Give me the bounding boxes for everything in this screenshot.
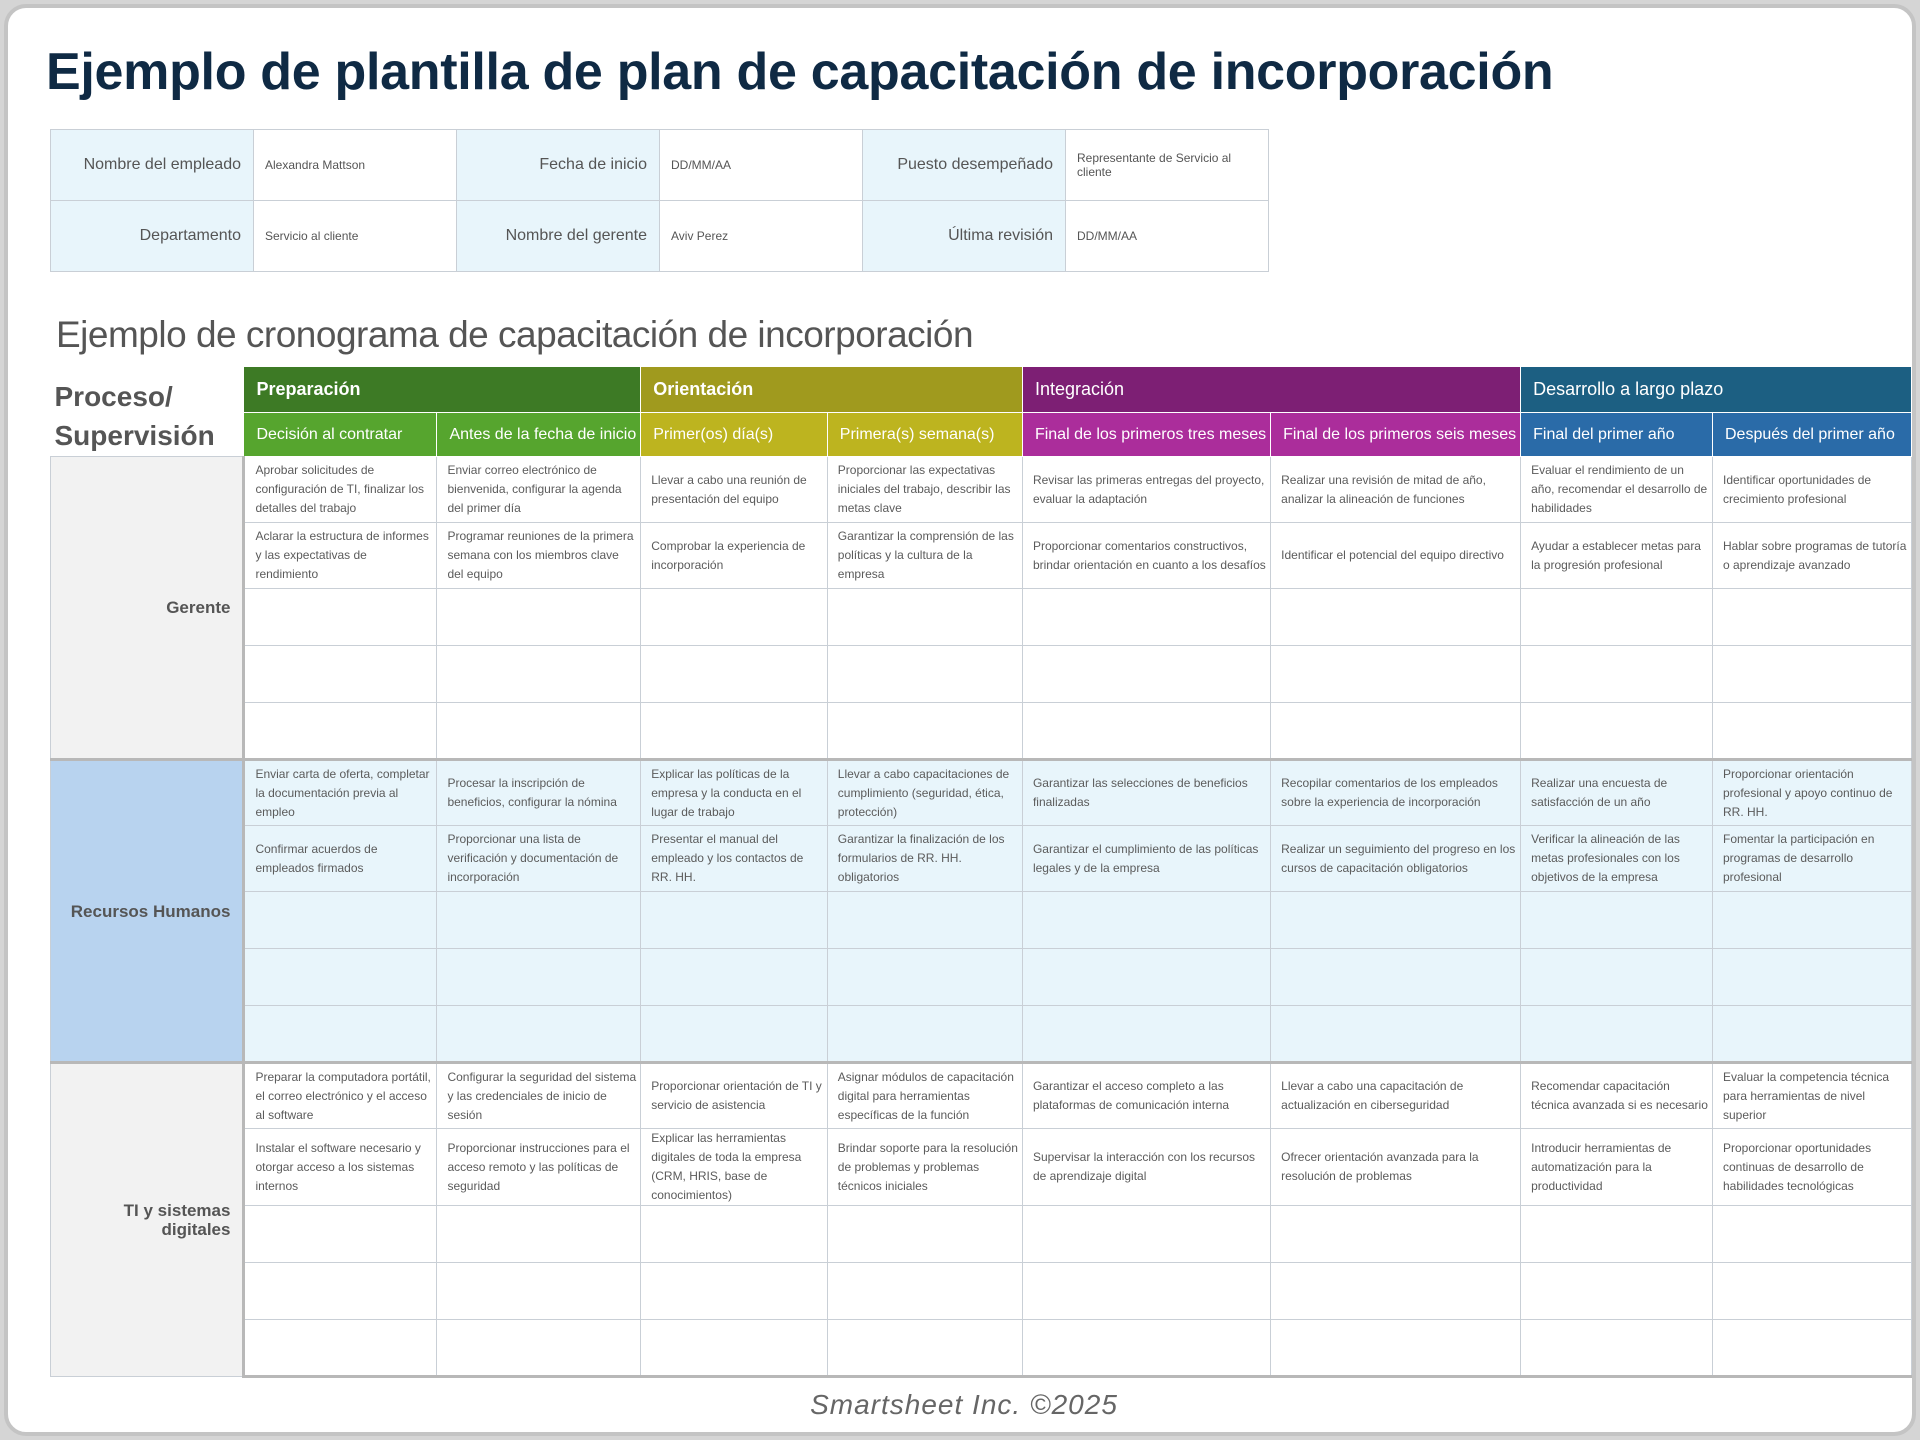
employee-name-value[interactable]: Alexandra Mattson	[254, 130, 457, 201]
schedule-cell[interactable]: Asignar módulos de capacitación digital para herramientas específicas de la función	[827, 1063, 1022, 1129]
page-title: Ejemplo de plantilla de plan de capacitación de incorporación	[46, 43, 1554, 101]
schedule-cell[interactable]	[1271, 1206, 1521, 1263]
schedule-cell[interactable]	[1712, 646, 1911, 703]
subphase-six-months: Final de los primeros seis meses	[1271, 413, 1521, 457]
schedule-cell[interactable]	[1521, 703, 1713, 760]
phase-orientation: Orientación	[641, 367, 1023, 413]
schedule-cell[interactable]	[1022, 1006, 1270, 1063]
schedule-cell[interactable]: Garantizar el acceso completo a las plataformas de comunicación interna	[1022, 1063, 1270, 1129]
subphase-header-row	[51, 413, 1912, 457]
schedule-cell[interactable]	[827, 1263, 1022, 1320]
department-value[interactable]: Servicio al cliente	[254, 201, 457, 272]
schedule-cell[interactable]: Garantizar el cumplimiento de las políticas legales y de la empresa	[1022, 826, 1270, 892]
schedule-row	[51, 589, 1912, 646]
schedule-cell[interactable]	[827, 1206, 1022, 1263]
start-date-label: Fecha de inicio	[457, 130, 660, 201]
schedule-cell[interactable]: Proporcionar orientación profesional y apoyo continuo de RR. HH.	[1712, 760, 1911, 826]
schedule-cell[interactable]	[437, 1320, 641, 1377]
position-value[interactable]: Representante de Servicio al cliente	[1066, 130, 1269, 201]
schedule-row	[51, 760, 1912, 826]
schedule-cell[interactable]	[827, 703, 1022, 760]
schedule-cell[interactable]: Evaluar el rendimiento de un año, recomendar el desarrollo de habilidades	[1521, 457, 1713, 523]
schedule-cell[interactable]: Instalar el software necesario y otorgar acceso a los sistemas internos	[244, 1129, 437, 1206]
onboarding-schedule-table	[50, 366, 1912, 1378]
schedule-cell[interactable]	[641, 1320, 828, 1377]
info-row	[51, 201, 1269, 272]
schedule-cell[interactable]	[1712, 703, 1911, 760]
schedule-title: Ejemplo de cronograma de capacitación de incorporación	[56, 314, 974, 355]
schedule-row	[51, 646, 1912, 703]
schedule-cell[interactable]	[1022, 1263, 1270, 1320]
section-label-manager: Gerente	[51, 457, 244, 760]
schedule-cell[interactable]: Aclarar la estructura de informes y las expectativas de rendimiento	[244, 523, 437, 589]
schedule-cell[interactable]: Hablar sobre programas de tutoría o aprendizaje avanzado	[1712, 523, 1911, 589]
schedule-cell[interactable]	[827, 646, 1022, 703]
schedule-row	[51, 1006, 1912, 1063]
schedule-cell[interactable]	[1521, 1206, 1713, 1263]
schedule-cell[interactable]	[641, 646, 828, 703]
start-date-value[interactable]: DD/MM/AA	[660, 130, 863, 201]
schedule-cell[interactable]	[244, 1006, 437, 1063]
schedule-cell[interactable]	[1022, 892, 1270, 949]
schedule-cell[interactable]: Configurar la seguridad del sistema y las credenciales de inicio de sesión	[437, 1063, 641, 1129]
schedule-cell[interactable]	[1022, 1320, 1270, 1377]
schedule-cell[interactable]	[827, 892, 1022, 949]
schedule-cell[interactable]	[827, 949, 1022, 1006]
schedule-cell[interactable]: Realizar un seguimiento del progreso en los cursos de capacitación obligatorios	[1271, 826, 1521, 892]
phase-preparation: Preparación	[244, 367, 641, 413]
subphase-hiring-decision: Decisión al contratar	[244, 413, 437, 457]
schedule-cell[interactable]: Revisar las primeras entregas del proyecto, evaluar la adaptación	[1022, 457, 1270, 523]
schedule-cell[interactable]: Presentar el manual del empleado y los contactos de RR. HH.	[641, 826, 828, 892]
schedule-row	[51, 826, 1912, 892]
schedule-cell[interactable]: Realizar una encuesta de satisfacción de un año	[1521, 760, 1713, 826]
schedule-cell[interactable]	[641, 589, 828, 646]
schedule-cell[interactable]	[1022, 589, 1270, 646]
schedule-cell[interactable]: Llevar a cabo una capacitación de actualización en ciberseguridad	[1271, 1063, 1521, 1129]
subphase-first-year: Final del primer año	[1521, 413, 1713, 457]
schedule-cell[interactable]	[1521, 892, 1713, 949]
schedule-cell[interactable]: Evaluar la competencia técnica para herramientas de nivel superior	[1712, 1063, 1911, 1129]
schedule-cell[interactable]: Ayudar a establecer metas para la progresión profesional	[1521, 523, 1713, 589]
schedule-cell[interactable]	[1521, 1320, 1713, 1377]
schedule-cell[interactable]	[244, 949, 437, 1006]
schedule-cell[interactable]	[1521, 589, 1713, 646]
schedule-cell[interactable]	[641, 703, 828, 760]
schedule-cell[interactable]	[1022, 1206, 1270, 1263]
schedule-cell[interactable]	[641, 1206, 828, 1263]
subphase-three-months: Final de los primeros tres meses	[1022, 413, 1270, 457]
schedule-cell[interactable]: Brindar soporte para la resolución de problemas y problemas técnicos iniciales	[827, 1129, 1022, 1206]
schedule-cell[interactable]	[1712, 1320, 1911, 1377]
schedule-cell[interactable]: Proporcionar una lista de verificación y documentación de incorporación	[437, 826, 641, 892]
schedule-cell[interactable]	[1271, 703, 1521, 760]
schedule-cell[interactable]: Proporcionar oportunidades continuas de desarrollo de habilidades tecnológicas	[1712, 1129, 1911, 1206]
schedule-cell[interactable]: Proporcionar las expectativas iniciales del trabajo, describir las metas clave	[827, 457, 1022, 523]
schedule-cell[interactable]: Recomendar capacitación técnica avanzada si es necesario	[1521, 1063, 1713, 1129]
schedule-cell[interactable]	[1712, 1206, 1911, 1263]
phase-integration: Integración	[1022, 367, 1520, 413]
schedule-row	[51, 703, 1912, 760]
document-page	[4, 4, 1916, 1436]
schedule-cell[interactable]	[437, 1206, 641, 1263]
schedule-cell[interactable]	[1271, 949, 1521, 1006]
schedule-row	[51, 1263, 1912, 1320]
schedule-cell[interactable]	[244, 646, 437, 703]
schedule-cell[interactable]	[1521, 1006, 1713, 1063]
schedule-row	[51, 1320, 1912, 1377]
schedule-cell[interactable]	[827, 1006, 1022, 1063]
schedule-cell[interactable]: Preparar la computadora portátil, el correo electrónico y el acceso al software	[244, 1063, 437, 1129]
schedule-cell[interactable]	[641, 1006, 828, 1063]
position-label: Puesto desempeñado	[863, 130, 1066, 201]
schedule-cell[interactable]: Ofrecer orientación avanzada para la resolución de problemas	[1271, 1129, 1521, 1206]
schedule-cell[interactable]: Explicar las políticas de la empresa y la conducta en el lugar de trabajo	[641, 760, 828, 826]
schedule-cell[interactable]: Confirmar acuerdos de empleados firmados	[244, 826, 437, 892]
schedule-cell[interactable]: Explicar las herramientas digitales de toda la empresa (CRM, HRIS, base de conocimientos)	[641, 1129, 828, 1206]
schedule-cell[interactable]: Aprobar solicitudes de configuración de TI, finalizar los detalles del trabajo	[244, 457, 437, 523]
schedule-cell[interactable]	[1271, 1320, 1521, 1377]
employee-name-label: Nombre del empleado	[51, 130, 254, 201]
schedule-cell[interactable]	[1712, 1263, 1911, 1320]
schedule-cell[interactable]	[1521, 1263, 1713, 1320]
schedule-cell[interactable]	[641, 1263, 828, 1320]
last-review-value[interactable]: DD/MM/AA	[1066, 201, 1269, 272]
schedule-cell[interactable]	[244, 589, 437, 646]
schedule-cell[interactable]: Identificar oportunidades de crecimiento profesional	[1712, 457, 1911, 523]
footer-copyright: Smartsheet Inc. ©2025	[810, 1389, 1118, 1420]
schedule-cell[interactable]: Enviar carta de oferta, completar la documentación previa al empleo	[244, 760, 437, 826]
schedule-cell[interactable]: Proporcionar comentarios constructivos, brindar orientación en cuanto a los desafíos	[1022, 523, 1270, 589]
schedule-cell[interactable]	[1271, 646, 1521, 703]
schedule-cell[interactable]	[244, 1206, 437, 1263]
manager-name-value[interactable]: Aviv Perez	[660, 201, 863, 272]
schedule-cell[interactable]	[1022, 646, 1270, 703]
schedule-cell[interactable]	[1271, 589, 1521, 646]
schedule-cell[interactable]	[1712, 892, 1911, 949]
schedule-cell[interactable]	[1022, 949, 1270, 1006]
manager-name-label: Nombre del gerente	[457, 201, 660, 272]
schedule-cell[interactable]	[244, 1263, 437, 1320]
subphase-first-days: Primer(os) día(s)	[641, 413, 828, 457]
schedule-cell[interactable]	[1271, 1006, 1521, 1063]
schedule-row	[51, 1063, 1912, 1129]
schedule-cell[interactable]: Fomentar la participación en programas de desarrollo profesional	[1712, 826, 1911, 892]
schedule-cell[interactable]: Garantizar la finalización de los formularios de RR. HH. obligatorios	[827, 826, 1022, 892]
schedule-cell[interactable]	[1271, 892, 1521, 949]
schedule-row	[51, 523, 1912, 589]
schedule-cell[interactable]	[437, 703, 641, 760]
schedule-cell[interactable]	[1712, 589, 1911, 646]
schedule-cell[interactable]: Supervisar la interacción con los recursos de aprendizaje digital	[1022, 1129, 1270, 1206]
schedule-cell[interactable]	[827, 1320, 1022, 1377]
schedule-cell[interactable]	[437, 949, 641, 1006]
schedule-cell[interactable]: Proporcionar instrucciones para el acceso remoto y las políticas de seguridad	[437, 1129, 641, 1206]
schedule-cell[interactable]	[437, 1006, 641, 1063]
employee-info-table	[50, 129, 1269, 272]
phase-header-row	[51, 367, 1912, 413]
schedule-cell[interactable]	[1712, 1006, 1911, 1063]
schedule-cell[interactable]: Realizar una revisión de mitad de año, analizar la alineación de funciones	[1271, 457, 1521, 523]
process-supervision-header: Proceso/ Supervisión	[54, 380, 215, 451]
schedule-cell[interactable]	[244, 1320, 437, 1377]
schedule-cell[interactable]	[1022, 703, 1270, 760]
schedule-cell[interactable]: Enviar correo electrónico de bienvenida, configurar la agenda del primer día	[437, 457, 641, 523]
schedule-cell[interactable]: Garantizar las selecciones de beneficios finalizadas	[1022, 760, 1270, 826]
schedule-cell[interactable]	[1521, 646, 1713, 703]
schedule-cell[interactable]	[437, 646, 641, 703]
last-review-label: Última revisión	[863, 201, 1066, 272]
schedule-row	[51, 1206, 1912, 1263]
subphase-before-start-date: Antes de la fecha de inicio	[437, 413, 641, 457]
schedule-cell[interactable]: Llevar a cabo capacitaciones de cumplimiento (seguridad, ética, protección)	[827, 760, 1022, 826]
schedule-cell[interactable]	[437, 892, 641, 949]
department-label: Departamento	[51, 201, 254, 272]
schedule-cell[interactable]	[1521, 949, 1713, 1006]
schedule-cell[interactable]	[1271, 1263, 1521, 1320]
schedule-cell[interactable]	[641, 892, 828, 949]
schedule-cell[interactable]	[244, 703, 437, 760]
schedule-cell[interactable]: Programar reuniones de la primera semana con los miembros clave del equipo	[437, 523, 641, 589]
schedule-cell[interactable]: Garantizar la comprensión de las políticas y la cultura de la empresa	[827, 523, 1022, 589]
schedule-cell[interactable]	[1712, 949, 1911, 1006]
section-label-human-resources: Recursos Humanos	[51, 760, 244, 1063]
schedule-cell[interactable]	[827, 589, 1022, 646]
schedule-cell[interactable]	[437, 589, 641, 646]
schedule-cell[interactable]: Proporcionar orientación de TI y servicio de asistencia	[641, 1063, 828, 1129]
section-label-it-digital-systems: TI y sistemas digitales	[51, 1063, 244, 1377]
schedule-row	[51, 892, 1912, 949]
schedule-row	[51, 949, 1912, 1006]
schedule-cell[interactable]: Verificar la alineación de las metas profesionales con los objetivos de la empresa	[1521, 826, 1713, 892]
schedule-cell[interactable]: Recopilar comentarios de los empleados sobre la experiencia de incorporación	[1271, 760, 1521, 826]
phase-long-term-development: Desarrollo a largo plazo	[1521, 367, 1912, 413]
schedule-row	[51, 1129, 1912, 1206]
schedule-cell[interactable]	[641, 949, 828, 1006]
schedule-cell[interactable]	[437, 1263, 641, 1320]
info-row	[51, 130, 1269, 201]
schedule-row	[51, 457, 1912, 523]
schedule-cell[interactable]: Identificar el potencial del equipo directivo	[1271, 523, 1521, 589]
schedule-cell[interactable]	[244, 892, 437, 949]
schedule-cell[interactable]: Introducir herramientas de automatización para la productividad	[1521, 1129, 1713, 1206]
schedule-cell[interactable]: Procesar la inscripción de beneficios, configurar la nómina	[437, 760, 641, 826]
schedule-cell[interactable]: Llevar a cabo una reunión de presentación del equipo	[641, 457, 828, 523]
subphase-first-weeks: Primera(s) semana(s)	[827, 413, 1022, 457]
schedule-cell[interactable]: Comprobar la experiencia de incorporación	[641, 523, 828, 589]
subphase-after-first-year: Después del primer año	[1712, 413, 1911, 457]
